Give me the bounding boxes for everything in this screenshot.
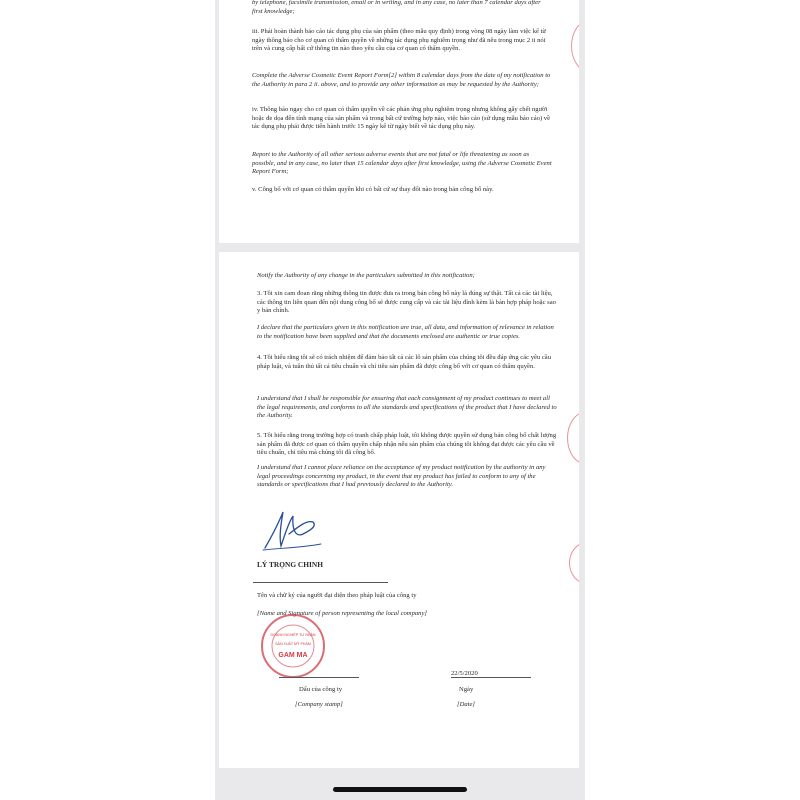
stamp-line <box>279 677 359 678</box>
date-caption-en: [Date] <box>457 701 475 708</box>
page2-para-2: 3. Tôi xin cam đoan rằng những thông tin được đưa ra trong bản công bố này là đúng sự thật. Tất cả các tài liệu, các thông tin liên quan đến nội dung công bố sẽ được cung cấp và các tài liệu đính kèm là bản hợp pháp hoặc sao y bản chính. <box>257 290 556 315</box>
stamp-text-top: DOANH NGHIỆP TƯ NHÂN <box>270 633 316 637</box>
date-caption-vn: Ngày <box>459 686 474 693</box>
date-value: 22/5/2020 <box>451 670 478 677</box>
side-stamp-fragment-icon <box>569 542 579 584</box>
company-stamp-icon <box>259 612 327 680</box>
stamp-text-bottom: GAM MA <box>278 652 308 659</box>
page2-para-3: I declare that the particulars given in this notification are true, all data, and information of relevance in relation to the notification have been supplied and that the documents enclosed are authentic or true copies. <box>257 324 554 340</box>
stamp-caption-en: [Company stamp] <box>295 701 343 708</box>
page1-para-c: Complete the Adverse Cosmetic Event Report Form[2] within 8 calendar days from the date of my notification to the Authority in para 2 ii. above, and to provide any other information as may be requested by the Authority; <box>252 72 551 88</box>
signature-caption-vn: Tên và chữ ký của người đại diện theo pháp luật của công ty <box>257 592 417 599</box>
page1-para-d: iv. Thông báo ngay cho cơ quan có thẩm quyền về các phản ứng phụ nghiêm trọng nhưng không gây chết người hoặc đe dọa đến tính mạng của sản phẩm và trong bất cứ trường hợp nào, việc báo cáo (sử dụng mẫu báo cáo) về tác dụng phụ phải được tiến hành trước 15 ngày kể từ ngày biết về tác dụng phụ này. <box>252 106 551 131</box>
page2-para-7: I understand that I cannot place reliance on the acceptance of my product notification by the authority in any legal proceedings concerning my product, in the event that my product has failed to conform to any of the standards or specifications that I had previously declared to the Authority. <box>257 464 546 489</box>
signer-name: LÝ TRỌNG CHINH <box>257 560 323 569</box>
side-stamp-fragment-icon <box>571 20 579 72</box>
page2-para-1: Notify the Authority of any change in the particulars submitted in this notification; <box>257 272 475 279</box>
stamp-caption-vn: Dấu của công ty <box>299 686 343 693</box>
home-indicator[interactable] <box>333 787 467 792</box>
page1-para-b: iii. Phải hoàn thành báo cáo tác dụng phụ của sản phẩm (theo mẫu quy định) trong vòng 08 ngày làm việc kể từ ngày thông báo cho cơ quan có thẩm quyền về những tác dụng phụ nghiêm trọng như đã nêu trong mục 2 ii nói trên và cung cấp bất cứ thông tin nào theo yêu cầu của cơ quan có thẩm quyền. <box>252 28 546 53</box>
document-page-1 <box>219 0 579 243</box>
signature-icon <box>259 504 329 554</box>
page2-para-4: 4. Tôi hiểu rằng tôi sẽ có trách nhiệm để đảm bảo tất cả các lô sản phẩm của chúng tôi đều đáp ứng các yêu cầu pháp luật, và tuân thủ tất cả tiêu chuẩn và chỉ tiêu sản phẩm đã được công bố với cơ quan có thẩm quyền. <box>257 354 552 370</box>
page1-para-f: v. Công bố với cơ quan có thẩm quyền khi có bất cứ sự thay đổi nào trong bản công bố này. <box>252 186 494 193</box>
signature-line <box>253 582 388 583</box>
stamp-text-middle: SẢN XUẤT MỸ PHẨM <box>275 642 311 646</box>
page2-para-6: 5. Tôi hiểu rằng trong trường hợp có tranh chấp pháp luật, tôi không được quyền sử dụng bản công bố chất lượng sản phẩm đã được cơ quan có thẩm quyền chấp nhận nếu sản phẩm của chúng tôi không đạt được các yêu cầu về tiêu chuẩn, chỉ tiêu mà chúng tôi đã công bố. <box>257 432 557 457</box>
page2-para-5: I understand that I shall be responsible for ensuring that each consignment of my product continues to meet all the legal requirements, and conforms to all the standards and specifications of the product that I have declared to the Authority. <box>257 395 557 420</box>
date-line <box>451 677 531 678</box>
page1-para-a: by telephone, facsimile transmission, email or in writing, and in any case, no later than 7 calendar days after first knowledge; <box>252 0 541 15</box>
page1-para-e: Report to the Authority of all other serious adverse events that are not fatal or life threatening as soon as possible, and in any case, no later than 15 calendar days after first knowledge, using the Adverse Cosmetic Event Report Form; <box>252 151 552 176</box>
side-stamp-fragment-icon <box>567 412 579 464</box>
document-page-2 <box>219 252 579 768</box>
signature-caption-en: [Name and Signature of person representing the local company] <box>257 610 427 617</box>
